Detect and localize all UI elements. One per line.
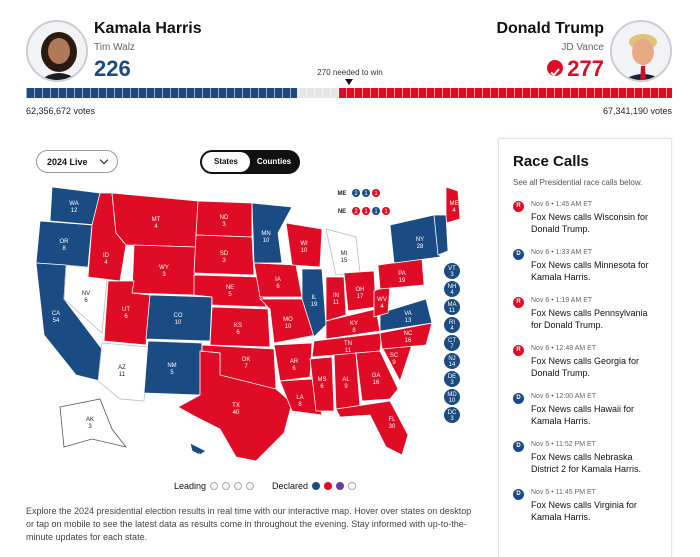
state-label-MS: MS bbox=[317, 377, 327, 383]
state-label-WI: WI bbox=[300, 241, 308, 247]
state-label-AK: AK bbox=[85, 417, 95, 423]
party-badge-icon: R bbox=[513, 201, 524, 212]
small-state-label-RI: RI bbox=[449, 320, 455, 326]
state-ev-WV: 4 bbox=[380, 304, 384, 310]
state-ev-KS: 6 bbox=[236, 330, 240, 336]
state-label-MT: MT bbox=[151, 217, 161, 223]
state-ev-VA: 13 bbox=[404, 318, 412, 324]
year-select[interactable] bbox=[36, 150, 118, 173]
me-label: ME bbox=[337, 191, 347, 197]
state-label-NC: NC bbox=[403, 331, 413, 337]
small-state-ev-DC: 3 bbox=[450, 416, 454, 422]
state-label-IN: IN bbox=[333, 293, 339, 299]
state-label-OK: OK bbox=[241, 357, 251, 363]
electoral-vote-bar bbox=[26, 88, 672, 98]
state-ev-NE: 5 bbox=[228, 292, 232, 298]
race-call-item[interactable] bbox=[513, 345, 657, 379]
harris-avatar bbox=[26, 20, 88, 82]
chevron-down-icon bbox=[100, 156, 108, 164]
map-legend bbox=[174, 481, 356, 491]
small-state-ev-NJ: 14 bbox=[448, 362, 456, 368]
state-label-NM: NM bbox=[167, 363, 177, 369]
race-call-time: Nov 6 • 12:48 AM ET bbox=[531, 345, 597, 352]
race-calls-link[interactable]: See all Presidential race calls below. bbox=[513, 178, 643, 187]
small-state-ev-NH: 4 bbox=[450, 290, 454, 296]
trump-panel[interactable] bbox=[610, 20, 672, 82]
state-label-LA: LA bbox=[296, 395, 304, 401]
ne-district-pills[interactable] bbox=[352, 207, 390, 215]
year-select-value: 2024 Live bbox=[47, 157, 88, 167]
state-label-MO: MO bbox=[283, 317, 293, 323]
state-ev-GA: 16 bbox=[372, 380, 380, 386]
state-ev-MS: 6 bbox=[320, 384, 324, 390]
small-state-label-VT: VT bbox=[448, 266, 456, 272]
svg-text:1: 1 bbox=[364, 209, 368, 215]
state-label-OR: OR bbox=[59, 239, 69, 245]
small-state-label-MA: MA bbox=[447, 302, 457, 308]
small-state-label-DC: DC bbox=[447, 410, 457, 416]
small-state-ev-VT: 3 bbox=[450, 272, 454, 278]
state-label-IL: IL bbox=[311, 295, 317, 301]
race-call-time: Nov 5 • 11:52 PM ET bbox=[531, 441, 596, 448]
race-call-text: Fox News calls Hawaii for Kamala Harris. bbox=[531, 404, 635, 426]
state-label-TN: TN bbox=[344, 341, 352, 347]
small-state-ev-MD: 10 bbox=[448, 398, 456, 404]
state-ev-SD: 3 bbox=[222, 258, 226, 264]
small-state-ev-CT: 7 bbox=[450, 344, 454, 350]
legend-declared-label: Declared bbox=[272, 481, 309, 491]
state-ev-HI: 4 bbox=[200, 460, 204, 465]
small-state-ev-DE: 3 bbox=[450, 380, 454, 386]
state-ev-TN: 11 bbox=[344, 348, 352, 354]
threshold-label: 270 needed to win bbox=[317, 68, 383, 77]
state-ev-IL: 19 bbox=[310, 302, 318, 308]
state-ev-OK: 7 bbox=[244, 364, 248, 370]
state-label-AR: AR bbox=[289, 359, 299, 365]
state-label-ID: ID bbox=[103, 253, 109, 259]
small-state-label-NH: NH bbox=[447, 284, 457, 290]
small-state-ev-RI: 4 bbox=[450, 326, 454, 332]
state-ev-WA: 12 bbox=[70, 208, 78, 214]
state-FL bbox=[336, 401, 408, 455]
state-label-PA: PA bbox=[398, 271, 406, 277]
race-call-time: Nov 6 • 12:00 AM ET bbox=[531, 393, 597, 400]
state-MN bbox=[252, 203, 292, 263]
party-badge-icon: D bbox=[513, 441, 524, 452]
state-label-HI: HI bbox=[199, 453, 205, 459]
state-label-MN: MN bbox=[261, 231, 271, 237]
state-ev-NM: 5 bbox=[170, 370, 174, 376]
state-ev-ND: 3 bbox=[222, 222, 226, 228]
state-ev-UT: 6 bbox=[124, 314, 128, 320]
party-badge-icon: R bbox=[513, 297, 524, 308]
state-label-IA: IA bbox=[275, 277, 281, 283]
state-label-FL: FL bbox=[388, 417, 396, 423]
race-call-item[interactable] bbox=[513, 297, 657, 331]
state-label-KS: KS bbox=[233, 323, 243, 329]
state-label-WA: WA bbox=[69, 201, 79, 207]
state-label-CO: CO bbox=[173, 313, 183, 319]
state-ev-AR: 6 bbox=[292, 366, 296, 372]
state-ev-KY: 8 bbox=[352, 328, 356, 334]
race-call-text: Fox News calls Pennsylvania for Donald Trump. bbox=[531, 308, 648, 330]
trump-avatar bbox=[610, 20, 672, 82]
state-label-MI: MI bbox=[340, 251, 348, 257]
race-call-time: Nov 6 • 1:45 AM ET bbox=[531, 201, 593, 208]
small-state-bubbles[interactable] bbox=[444, 263, 460, 423]
trump-name: Donald Trump bbox=[496, 20, 604, 37]
state-ev-MI: 15 bbox=[340, 258, 348, 264]
state-ev-NC: 16 bbox=[404, 338, 412, 344]
tab-states[interactable]: States bbox=[202, 152, 250, 172]
svg-text:1: 1 bbox=[364, 191, 368, 197]
trump-electoral-votes: 277 bbox=[567, 56, 604, 81]
state-label-SD: SD bbox=[219, 251, 229, 257]
state-ev-AK: 3 bbox=[88, 424, 92, 430]
harris-electoral-votes: 226 bbox=[94, 56, 131, 81]
svg-text:1: 1 bbox=[384, 209, 388, 215]
state-label-OH: OH bbox=[355, 287, 365, 293]
state-label-WY: WY bbox=[159, 265, 169, 271]
race-call-text: Fox News calls Minnesota for Kamala Harris. bbox=[531, 260, 649, 282]
state-label-GA: GA bbox=[371, 373, 381, 379]
state-ev-OR: 8 bbox=[62, 246, 66, 252]
state-ev-WY: 3 bbox=[162, 272, 166, 278]
party-badge-icon: R bbox=[513, 345, 524, 356]
view-toggle[interactable] bbox=[200, 150, 300, 174]
us-election-map[interactable] bbox=[30, 185, 470, 465]
svg-text:2: 2 bbox=[354, 209, 358, 215]
trump-running-mate: JD Vance bbox=[561, 42, 604, 53]
state-ev-AL: 9 bbox=[344, 384, 348, 390]
state-ev-MN: 10 bbox=[262, 238, 270, 244]
race-call-time: Nov 5 • 11:45 PM ET bbox=[531, 489, 596, 496]
harris-popular-votes: 62,356,672 votes bbox=[26, 106, 96, 116]
race-call-text: Fox News calls Nebraska District 2 for Kamala Harris. bbox=[531, 452, 642, 474]
state-ev-MO: 10 bbox=[284, 324, 292, 330]
state-ev-ME: 4 bbox=[452, 208, 456, 214]
legend-leading-label: Leading bbox=[174, 481, 207, 491]
svg-text:1: 1 bbox=[374, 191, 378, 197]
harris-panel[interactable] bbox=[26, 20, 88, 82]
small-state-label-DE: DE bbox=[447, 374, 457, 380]
party-badge-icon: D bbox=[513, 489, 524, 500]
me-district-pills[interactable] bbox=[352, 189, 380, 197]
state-ev-MT: 4 bbox=[154, 224, 158, 230]
party-badge-icon: D bbox=[513, 393, 524, 404]
state-ev-NY: 28 bbox=[416, 244, 424, 250]
state-label-NY: NY bbox=[415, 237, 425, 243]
state-label-SC: SC bbox=[389, 353, 399, 359]
state-label-TX: TX bbox=[232, 403, 240, 409]
race-call-item[interactable] bbox=[513, 393, 657, 427]
svg-text:2: 2 bbox=[354, 191, 358, 197]
state-label-VA: VA bbox=[404, 311, 412, 317]
small-state-ev-MA: 11 bbox=[448, 308, 456, 314]
state-ev-SC: 9 bbox=[392, 360, 396, 366]
race-call-text: Fox News calls Wisconsin for Donald Trump. bbox=[531, 212, 649, 234]
small-state-label-CT: CT bbox=[448, 338, 456, 344]
state-ev-LA: 8 bbox=[298, 402, 302, 408]
state-label-WV: WV bbox=[377, 297, 387, 303]
race-call-time: Nov 6 • 1:33 AM ET bbox=[531, 249, 593, 256]
state-ev-WI: 10 bbox=[300, 248, 308, 254]
state-ev-CO: 10 bbox=[174, 320, 182, 326]
state-label-ME: ME bbox=[449, 201, 459, 207]
state-label-NV: NV bbox=[81, 291, 91, 297]
state-ev-PA: 19 bbox=[398, 278, 406, 284]
state-label-UT: UT bbox=[122, 307, 130, 313]
state-label-NE: NE bbox=[225, 285, 235, 291]
threshold-marker-icon bbox=[345, 79, 353, 85]
race-call-text: Fox News calls Virginia for Kamala Harris. bbox=[531, 500, 637, 522]
state-AK bbox=[60, 399, 126, 447]
state-ev-ID: 4 bbox=[104, 260, 108, 266]
state-ev-AZ: 11 bbox=[118, 372, 126, 378]
trump-popular-votes: 67,341,190 votes bbox=[602, 106, 672, 116]
state-ev-TX: 40 bbox=[232, 410, 240, 416]
harris-running-mate: Tim Walz bbox=[94, 42, 135, 53]
race-call-item[interactable] bbox=[513, 201, 657, 235]
state-ev-FL: 30 bbox=[388, 424, 396, 430]
description: Explore the 2024 presidential election results in real time with our interactive map. Hover over states on desktop or tap on mobile to see the latest data as results come in throughout the evening. Stay informed with up-to-the-minute updates for each state. bbox=[26, 506, 472, 542]
race-call-item[interactable] bbox=[513, 249, 657, 283]
state-ev-IA: 6 bbox=[276, 284, 280, 290]
race-call-item[interactable] bbox=[513, 489, 657, 523]
small-state-label-NJ: NJ bbox=[448, 356, 456, 362]
race-calls-title: Race Calls bbox=[513, 153, 589, 170]
ne-label: NE bbox=[337, 209, 347, 215]
state-ev-IN: 11 bbox=[332, 300, 340, 306]
tab-counties[interactable]: Counties bbox=[256, 157, 292, 166]
state-label-AL: AL bbox=[342, 377, 350, 383]
state-label-KY: KY bbox=[349, 321, 359, 327]
race-call-time: Nov 6 • 1:19 AM ET bbox=[531, 297, 593, 304]
party-badge-icon: D bbox=[513, 249, 524, 260]
harris-name: Kamala Harris bbox=[94, 20, 202, 37]
race-call-text: Fox News calls Georgia for Donald Trump. bbox=[531, 356, 640, 378]
state-label-AZ: AZ bbox=[118, 365, 126, 371]
small-state-label-MD: MD bbox=[447, 392, 457, 398]
race-calls-panel bbox=[498, 138, 672, 557]
svg-text:1: 1 bbox=[374, 209, 378, 215]
state-IN bbox=[326, 277, 346, 321]
state-label-CA: CA bbox=[51, 311, 61, 317]
state-label-ND: ND bbox=[219, 215, 229, 221]
state-ev-OH: 17 bbox=[356, 294, 364, 300]
race-call-item[interactable] bbox=[513, 441, 657, 475]
state-ev-NV: 6 bbox=[84, 298, 88, 304]
state-ev-CA: 54 bbox=[52, 318, 60, 324]
checkmark-circle-icon bbox=[547, 60, 563, 76]
